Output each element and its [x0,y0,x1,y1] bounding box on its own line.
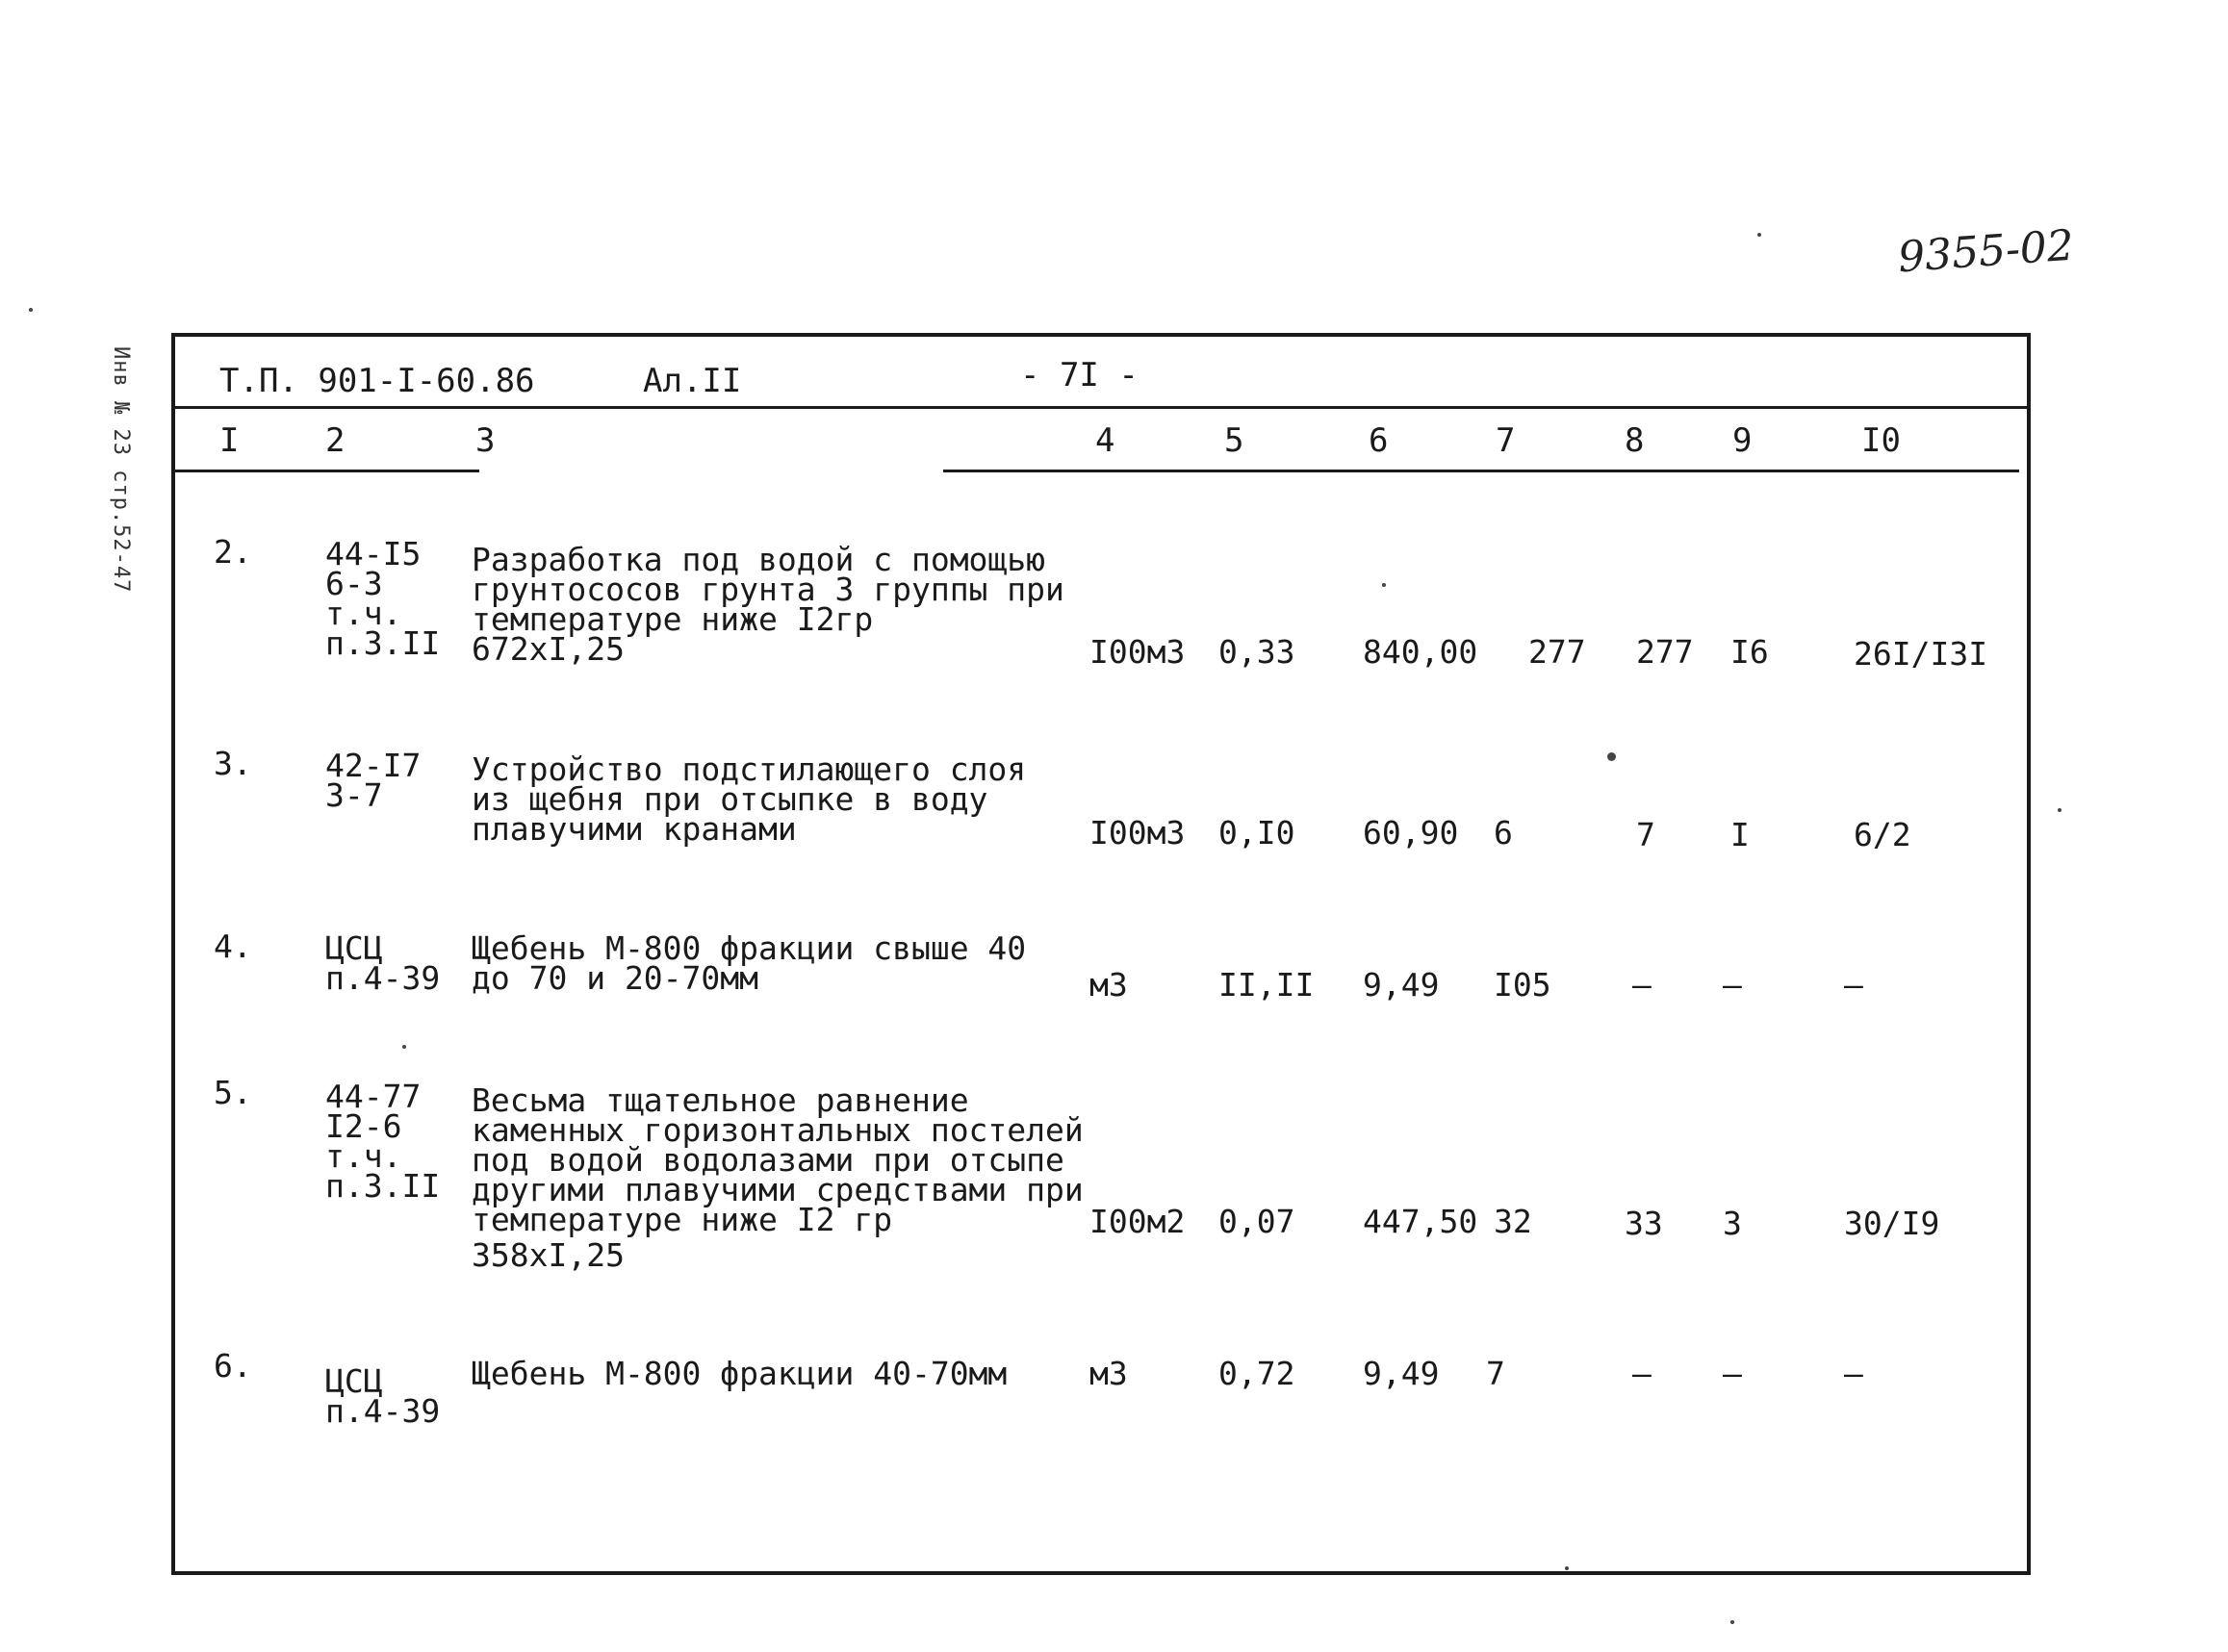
col-header-2: 2 [325,421,346,460]
scan-speck [1730,1620,1734,1624]
scan-speck [1757,233,1761,237]
row-price: 9,49 [1363,1355,1440,1392]
desc-line: другими плавучими средствами при [472,1171,1084,1208]
col-header-10: I0 [1861,421,1901,460]
archive-stamp-number: 9355-02 [1896,220,2076,283]
scan-speck [29,308,33,312]
row-quantity: 0,07 [1218,1203,1295,1240]
ref-line: т.ч. [325,595,402,632]
document-code: Т.П. 901-I-60.86 [219,362,535,400]
scan-speck [1382,583,1386,587]
row-unit: I00м2 [1089,1203,1186,1240]
col-header-5: 5 [1224,421,1244,460]
row-ref [325,1362,441,1430]
row-col8: – [1632,966,1652,1004]
row-ref [325,535,441,662]
ref-line: п.4-39 [325,959,441,997]
row-quantity: 0,72 [1218,1355,1295,1392]
desc-line: Щебень М-800 фракции свыше 40 [472,929,1027,967]
row-col7: 7 [1486,1355,1505,1392]
ref-line: п.3.II [325,1167,441,1205]
row-col9: I6 [1730,633,1769,671]
row-description [472,1081,1084,1274]
row-quantity: 0,33 [1218,633,1295,671]
row-number: 2. [214,533,252,571]
row-col10: 6/2 [1854,816,1911,853]
ref-line: п.4-39 [325,1392,441,1430]
row-unit: м3 [1089,1355,1128,1392]
header-rule [171,406,2031,409]
row-col8: – [1632,1355,1652,1392]
ref-line: 6-3 [325,565,383,602]
row-quantity: 0,I0 [1218,814,1295,851]
col-header-1: I [219,421,240,460]
album-label: Ал.II [643,362,742,400]
desc-line: грунтососов грунта 3 группы при [472,571,1064,608]
row-unit: I00м3 [1089,633,1186,671]
row-col7: 277 [1528,633,1586,671]
ref-line: п.3.II [325,624,441,662]
row-col9: 3 [1723,1205,1742,1242]
row-col10: 26I/I3I [1854,635,1988,673]
row-number: 5. [214,1074,252,1111]
row-ref [325,929,441,997]
col-header-9: 9 [1732,421,1753,460]
desc-line: 672xI,25 [472,630,625,668]
row-number: 6. [214,1347,252,1385]
col-header-6: 6 [1369,421,1389,460]
col-header-8: 8 [1625,421,1645,460]
scan-speck [2058,808,2062,812]
row-price: 840,00 [1363,633,1478,671]
row-col9: – [1723,1355,1742,1392]
col-header-3: 3 [475,421,496,460]
ref-line: I2-6 [325,1107,402,1145]
desc-line: Щебень М-800 фракции 40-70мм [472,1355,1008,1392]
row-price: 9,49 [1363,966,1440,1004]
row-col10: 30/I9 [1844,1205,1940,1242]
row-col7: I05 [1494,966,1551,1004]
scan-speck [402,1045,406,1049]
row-ref [325,1078,441,1205]
ref-line: ЦСЦ [325,1362,383,1400]
ref-line: 44-I5 [325,535,422,572]
desc-line: Устройство подстилающего слоя [472,750,1027,788]
row-col7: 32 [1494,1203,1532,1240]
row-col8: 7 [1636,816,1655,853]
side-margin-note: Инв № 23 стр.52-47 [109,346,133,594]
desc-line: Разработка под водой с помощью [472,541,1046,578]
row-ref [325,747,422,814]
ref-line: 42-I7 [325,747,422,784]
row-unit: м3 [1089,966,1128,1004]
row-description [472,929,1027,997]
column-rule-right [943,470,2019,472]
desc-line: до 70 и 20-70мм [472,959,759,997]
ref-line: 44-77 [325,1078,422,1115]
row-price: 60,90 [1363,814,1459,851]
desc-line: температуре ниже I2 гр [472,1201,893,1238]
ref-line: т.ч. [325,1137,402,1175]
desc-line: плавучими кранами [472,810,797,848]
row-number: 4. [214,928,252,965]
desc-line: каменных горизонтальных постелей [472,1111,1084,1149]
ref-line: 3-7 [325,776,383,814]
desc-line: под водой водолазами при отсыпе [472,1141,1064,1179]
row-col8: 33 [1625,1205,1663,1242]
row-description [472,1355,1008,1392]
scan-speck [1607,752,1616,761]
desc-line: Весьма тщательное равнение [472,1081,969,1119]
row-description [472,541,1064,668]
row-col8: 277 [1636,633,1694,671]
desc-line: из щебня при отсыпке в воду [472,780,988,818]
page-number: - 7I - [1020,356,1139,394]
col-header-7: 7 [1496,421,1516,460]
row-unit: I00м3 [1089,814,1186,851]
row-col7: 6 [1494,814,1513,851]
col-header-4: 4 [1095,421,1115,460]
row-price: 447,50 [1363,1203,1478,1240]
row-number: 3. [214,745,252,782]
ref-line: ЦСЦ [325,929,383,967]
row-col9: – [1723,966,1742,1004]
row-description [472,750,1027,848]
desc-line: 358xI,25 [472,1236,625,1274]
row-col10: – [1844,1355,1863,1392]
scan-speck [1565,1566,1569,1570]
desc-line: температуре ниже I2гр [472,600,874,638]
column-rule-left [171,470,479,472]
row-col10: – [1844,966,1863,1004]
row-quantity: II,II [1218,966,1315,1004]
row-col9: I [1730,816,1750,853]
